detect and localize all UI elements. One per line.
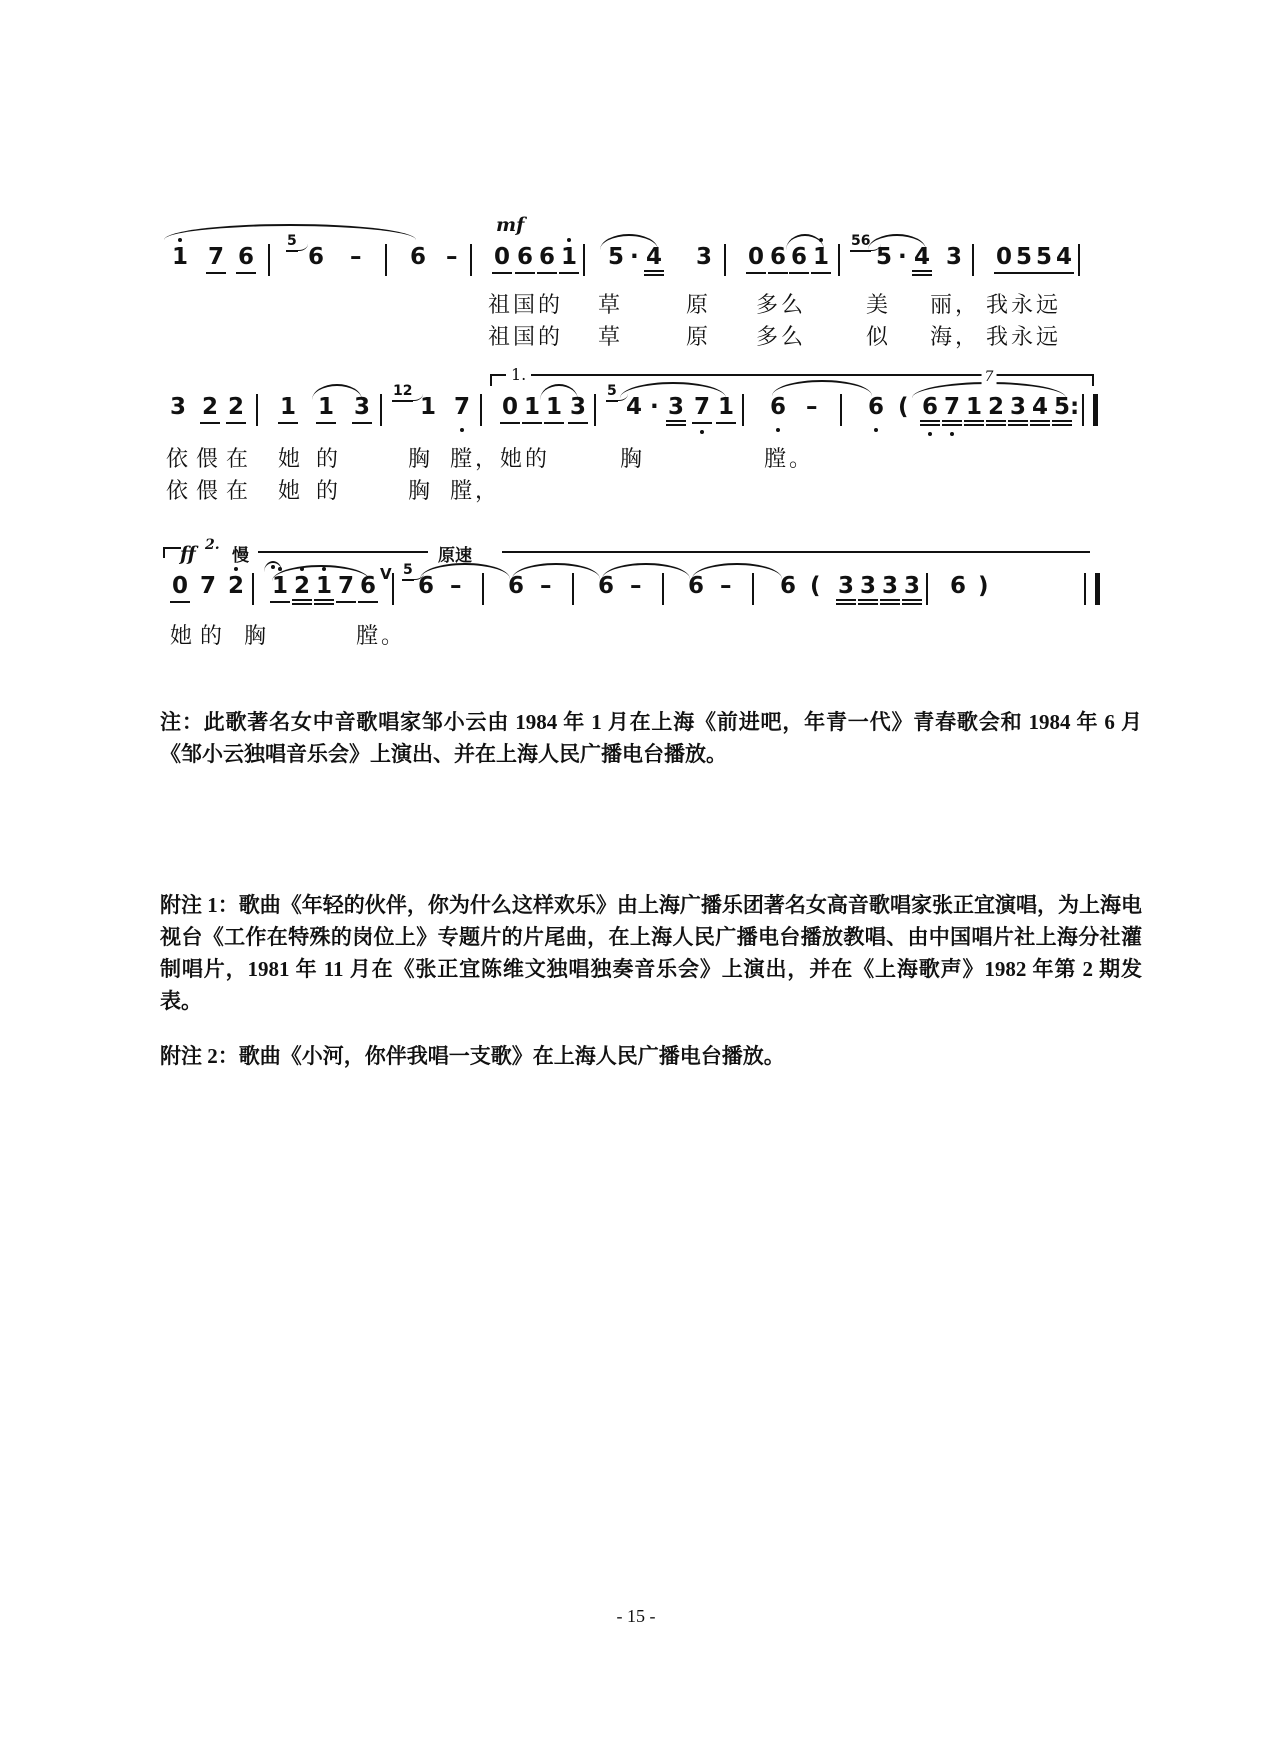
note-value: 2 <box>228 573 245 599</box>
octave-dot-high <box>322 567 326 571</box>
lyric-syllable: 她的 <box>500 446 551 471</box>
note-value: 7 <box>336 575 356 603</box>
barline <box>752 573 754 605</box>
lyric-syllable: 祖国的 <box>488 324 564 349</box>
note-value: · <box>630 244 639 270</box>
dynamic-marking: ff <box>180 543 196 565</box>
note-value: 5 <box>402 563 414 581</box>
note-token <box>170 575 190 603</box>
lyric-syllable: 似 <box>866 324 892 349</box>
lyric-syllable: 膛， <box>450 446 501 471</box>
note-token <box>778 575 798 601</box>
barline <box>482 573 484 605</box>
note-token <box>644 246 664 276</box>
note-value: 1 <box>172 244 189 270</box>
note-token <box>850 234 871 252</box>
lyric-syllable: 偎 <box>196 446 222 471</box>
lyric-syllable: 祖国的 <box>488 292 564 317</box>
note-value: 6 <box>598 573 615 599</box>
note-token <box>336 575 356 603</box>
note-value: 4 <box>1030 396 1050 426</box>
octave-dot-low <box>950 432 954 436</box>
note-token <box>448 575 464 601</box>
note-value: 6 <box>236 246 256 274</box>
note-value: 6 <box>780 573 797 599</box>
note-value: ( <box>810 573 821 599</box>
note-token <box>515 246 535 274</box>
barline <box>594 394 596 426</box>
note-token <box>278 396 298 424</box>
barline <box>470 244 472 276</box>
note-value: 5 <box>286 234 298 252</box>
note-value: 3 <box>902 575 922 605</box>
dynamic-marking: mf <box>496 214 525 236</box>
note-token <box>768 246 788 274</box>
note-value: 0 <box>994 246 1014 274</box>
note-token <box>226 396 246 424</box>
lyric-syllable: 原 <box>686 324 712 349</box>
final-barline <box>1084 573 1100 605</box>
note-token <box>402 563 414 581</box>
note-value: 6 <box>308 244 325 270</box>
note-value: 1 <box>316 396 336 424</box>
note-token <box>874 246 894 272</box>
note-token <box>942 396 962 426</box>
note-token <box>358 575 378 603</box>
note-value: 4 <box>1054 246 1074 274</box>
note-value: 2 <box>986 396 1006 426</box>
note-token <box>666 396 686 426</box>
note-token <box>408 246 428 272</box>
barline <box>256 394 258 426</box>
note-value: 6 <box>868 394 885 420</box>
barline <box>662 573 664 605</box>
note-token <box>306 246 326 272</box>
note-value: 6 <box>789 246 809 274</box>
note-value: V <box>380 565 392 583</box>
note-value: 6 <box>508 573 525 599</box>
note-token <box>628 246 641 272</box>
note-value: 1 <box>811 246 831 274</box>
note-token <box>606 384 618 402</box>
note-value: – <box>806 394 818 420</box>
barline <box>572 573 574 605</box>
note-value: 6 <box>358 575 378 603</box>
note-token <box>270 575 290 603</box>
note-token <box>352 396 372 424</box>
octave-dot-low <box>700 430 704 434</box>
note-value: 3 <box>858 575 878 605</box>
appendix-1: 附注 1：歌曲《年轻的伙伴，你为什么这样欢乐》由上海广播乐团著名女高音歌唱家张正宜演唱，为上海电视台《工作在特殊的岗位上》专题片的片尾曲，在上海人民广播电台播放教唱、由中国唱片社上海分社灌制唱片，1981 年 11 月在《张正宜陈维文独唱独奏音乐会》上演出，并在《上海歌声》1982 年第 2 期发表。 <box>160 893 1142 1013</box>
note-value: 5 <box>608 244 625 270</box>
note-value: 0 <box>746 246 766 274</box>
note-token <box>606 246 626 272</box>
note-token <box>416 575 436 601</box>
note-token <box>896 396 911 422</box>
lyric-syllable: 草 <box>598 324 624 349</box>
note-token <box>568 396 588 424</box>
note-token <box>866 396 886 422</box>
octave-dot-low <box>776 428 780 432</box>
tempo-extension-line <box>502 551 1090 553</box>
note-value: – <box>450 573 462 599</box>
note-value: 6 <box>770 394 787 420</box>
barline <box>838 244 840 276</box>
note-token <box>920 396 940 426</box>
note-value: : <box>1070 394 1080 420</box>
note-token <box>392 384 413 402</box>
note-value: 3 <box>1008 396 1028 426</box>
note-token <box>348 246 364 272</box>
note-value: · <box>898 244 907 270</box>
note-value: 2 <box>292 575 312 605</box>
note-token <box>964 396 984 426</box>
note-value: – <box>446 244 458 270</box>
barline <box>972 244 974 276</box>
octave-dot-high <box>278 567 282 571</box>
note-value: – <box>720 573 732 599</box>
lyric-syllable: 胸 <box>620 446 646 471</box>
note-value: 6 <box>418 573 435 599</box>
note-token <box>694 246 714 272</box>
note-value: 5 <box>876 244 893 270</box>
final-barline <box>1082 394 1098 426</box>
note-value: 1 <box>522 396 542 424</box>
lyric-syllable: 原 <box>686 292 712 317</box>
note-token <box>1014 246 1034 274</box>
note-value: 7 <box>454 394 471 420</box>
lyric-syllable: 依 <box>166 446 192 471</box>
lyric-syllable: 多么 <box>756 292 807 317</box>
note-value: 3 <box>696 244 713 270</box>
note-token <box>944 246 964 272</box>
barline <box>742 394 744 426</box>
note-token <box>1034 246 1054 274</box>
note-token <box>538 575 554 601</box>
note-token <box>716 396 736 424</box>
note-token <box>718 575 734 601</box>
lyric-syllable: 海， <box>930 324 981 349</box>
note-value: 1 <box>544 396 564 424</box>
note-value: 5 <box>1052 396 1072 426</box>
lyric-syllable: 草 <box>598 292 624 317</box>
barline <box>840 394 842 426</box>
barline <box>392 573 394 605</box>
lyric-syllable: 胸 <box>244 623 270 648</box>
note-value: 2 <box>226 396 246 424</box>
note-token <box>286 234 298 252</box>
note-value: 6 <box>515 246 535 274</box>
barline <box>926 573 928 605</box>
octave-dot-low <box>460 428 464 432</box>
note-value: 3 <box>666 396 686 426</box>
note-token <box>746 246 766 274</box>
note-token <box>880 575 900 605</box>
barline <box>380 394 382 426</box>
lyric-syllable: 膛。 <box>764 446 815 471</box>
note-token <box>1008 396 1028 426</box>
note-token <box>948 575 968 601</box>
note-token <box>804 396 820 422</box>
note-value: 6 <box>768 246 788 274</box>
note-value: 5 <box>1014 246 1034 274</box>
note-value: – <box>350 244 362 270</box>
note-token <box>236 246 256 274</box>
note-token <box>811 246 831 274</box>
note-value: 5 <box>1034 246 1054 274</box>
note-value: 6 <box>410 244 427 270</box>
note-value: 0 <box>170 575 190 603</box>
octave-dot-high <box>178 238 182 242</box>
note-value: 3 <box>170 394 187 420</box>
note-value: 6 <box>688 573 705 599</box>
note-value: 56 <box>850 234 871 252</box>
tempo-extension-line <box>258 551 428 553</box>
note-value: 3 <box>946 244 963 270</box>
note-value: 1 <box>278 396 298 424</box>
lyric-syllable: 膛。 <box>356 623 407 648</box>
note-token <box>628 575 644 601</box>
note-token <box>537 246 557 274</box>
octave-dot-high <box>234 567 238 571</box>
tempo-marking: 慢 <box>232 546 249 565</box>
note-token <box>1030 396 1050 426</box>
note-value: 7 <box>942 396 962 426</box>
note-token <box>418 396 438 422</box>
note-value: – <box>630 573 642 599</box>
lyric-syllable: 的 <box>200 623 226 648</box>
lyric-syllable: 在 <box>226 478 252 503</box>
note-token <box>902 575 922 605</box>
note-value: 3 <box>568 396 588 424</box>
lyric-syllable: 我永远 <box>986 292 1062 317</box>
barline <box>583 244 585 276</box>
note-token <box>808 575 823 601</box>
lyric-syllable: 胸 <box>408 446 434 471</box>
note-token <box>624 396 644 422</box>
note-token <box>596 575 616 601</box>
note-token <box>994 246 1014 274</box>
note-value: 6 <box>950 573 967 599</box>
lyric-syllable: 她 <box>170 623 196 648</box>
lyric-syllable: 膛， <box>450 478 501 503</box>
note-token <box>452 396 472 422</box>
note-value: 4 <box>912 246 932 276</box>
note-token <box>912 246 932 276</box>
note-token <box>292 575 312 605</box>
lyric-syllable: 偎 <box>196 478 222 503</box>
barline <box>480 394 482 426</box>
lyric-syllable: 她 <box>278 446 304 471</box>
note-token <box>789 246 809 274</box>
octave-dot-high <box>567 238 571 242</box>
note-value: 6 <box>537 246 557 274</box>
note-token <box>444 246 460 272</box>
barline <box>252 573 254 605</box>
note-value: 3 <box>836 575 856 605</box>
note-token <box>200 396 220 424</box>
note-value: 7 <box>200 573 217 599</box>
note-token <box>1068 396 1081 422</box>
note-token <box>1054 246 1074 274</box>
barline <box>724 244 726 276</box>
octave-dot-high <box>819 238 823 242</box>
octave-dot-high <box>300 567 304 571</box>
note-token <box>206 246 226 274</box>
note-token <box>168 396 188 422</box>
note-token <box>976 575 991 601</box>
lyric-syllable: 她 <box>278 478 304 503</box>
note-value: 3 <box>352 396 372 424</box>
note-token <box>544 396 564 424</box>
note-value: 12 <box>392 384 413 402</box>
lyric-syllable: 我永远 <box>986 324 1062 349</box>
note-value: 7 <box>206 246 226 274</box>
note-token <box>226 575 246 601</box>
note-value: 3 <box>880 575 900 605</box>
note-value: 1 <box>559 246 579 274</box>
tempo-marking: 原速 <box>438 546 472 565</box>
score-mark: 2. <box>205 537 220 553</box>
note-value: 1 <box>716 396 736 424</box>
note-value: 0 <box>492 246 512 274</box>
barline <box>385 244 387 276</box>
note-token <box>986 396 1006 426</box>
note-token <box>492 246 512 274</box>
note-value: ( <box>898 394 909 420</box>
note-token <box>314 575 334 605</box>
volta-corner-icon <box>163 547 181 558</box>
note-value: 7 <box>692 396 712 424</box>
note-value: 1 <box>420 394 437 420</box>
lyric-syllable: 美 <box>866 292 892 317</box>
note-value: 4 <box>626 394 643 420</box>
volta-label: 1. <box>506 365 531 384</box>
note-token <box>316 396 336 424</box>
note-value: 4 <box>644 246 664 276</box>
lyric-syllable: 胸 <box>408 478 434 503</box>
tuplet-number: 7 <box>982 369 997 385</box>
note-token <box>648 396 661 422</box>
barline <box>268 244 270 276</box>
barline <box>1078 244 1080 276</box>
octave-dot-low <box>928 432 932 436</box>
note-value: ) <box>978 573 989 599</box>
note-value: – <box>540 573 552 599</box>
page-number: - 15 - <box>616 1606 656 1626</box>
note-token <box>768 396 788 422</box>
octave-dot-low <box>874 428 878 432</box>
note-value: 1 <box>964 396 984 426</box>
note-token <box>896 246 909 272</box>
note-token <box>506 575 526 601</box>
note-token <box>559 246 579 274</box>
note-token <box>522 396 542 424</box>
note-token <box>500 396 520 424</box>
note-value: 5 <box>606 384 618 402</box>
note-token <box>692 396 712 424</box>
note-value: 2 <box>200 396 220 424</box>
note-value: 1 <box>314 575 334 605</box>
footnote-note: 注：此歌著名女中音歌唱家邹小云由 1984 年 1 月在上海《前进吧，年青一代》青春歌会和 1984 年 6 月《邹小云独唱音乐会》上演出、并在上海人民广播电台播放。 <box>160 710 1142 766</box>
lyric-syllable: 在 <box>226 446 252 471</box>
lyric-syllable: 的 <box>316 446 342 471</box>
lyric-syllable: 的 <box>316 478 342 503</box>
lyric-syllable: 依 <box>166 478 192 503</box>
note-token <box>836 575 856 605</box>
note-token <box>170 246 190 272</box>
note-token <box>198 575 218 601</box>
note-token <box>686 575 706 601</box>
lyric-syllable: 多么 <box>756 324 807 349</box>
note-token <box>858 575 878 605</box>
note-value: 1 <box>270 575 290 603</box>
note-value: 0 <box>500 396 520 424</box>
appendix-2: 附注 2：歌曲《小河，你伴我唱一支歌》在上海人民广播电台播放。 <box>160 1044 785 1068</box>
note-value: 6 <box>920 396 940 426</box>
lyric-syllable: 丽， <box>930 292 981 317</box>
note-value: · <box>650 394 659 420</box>
